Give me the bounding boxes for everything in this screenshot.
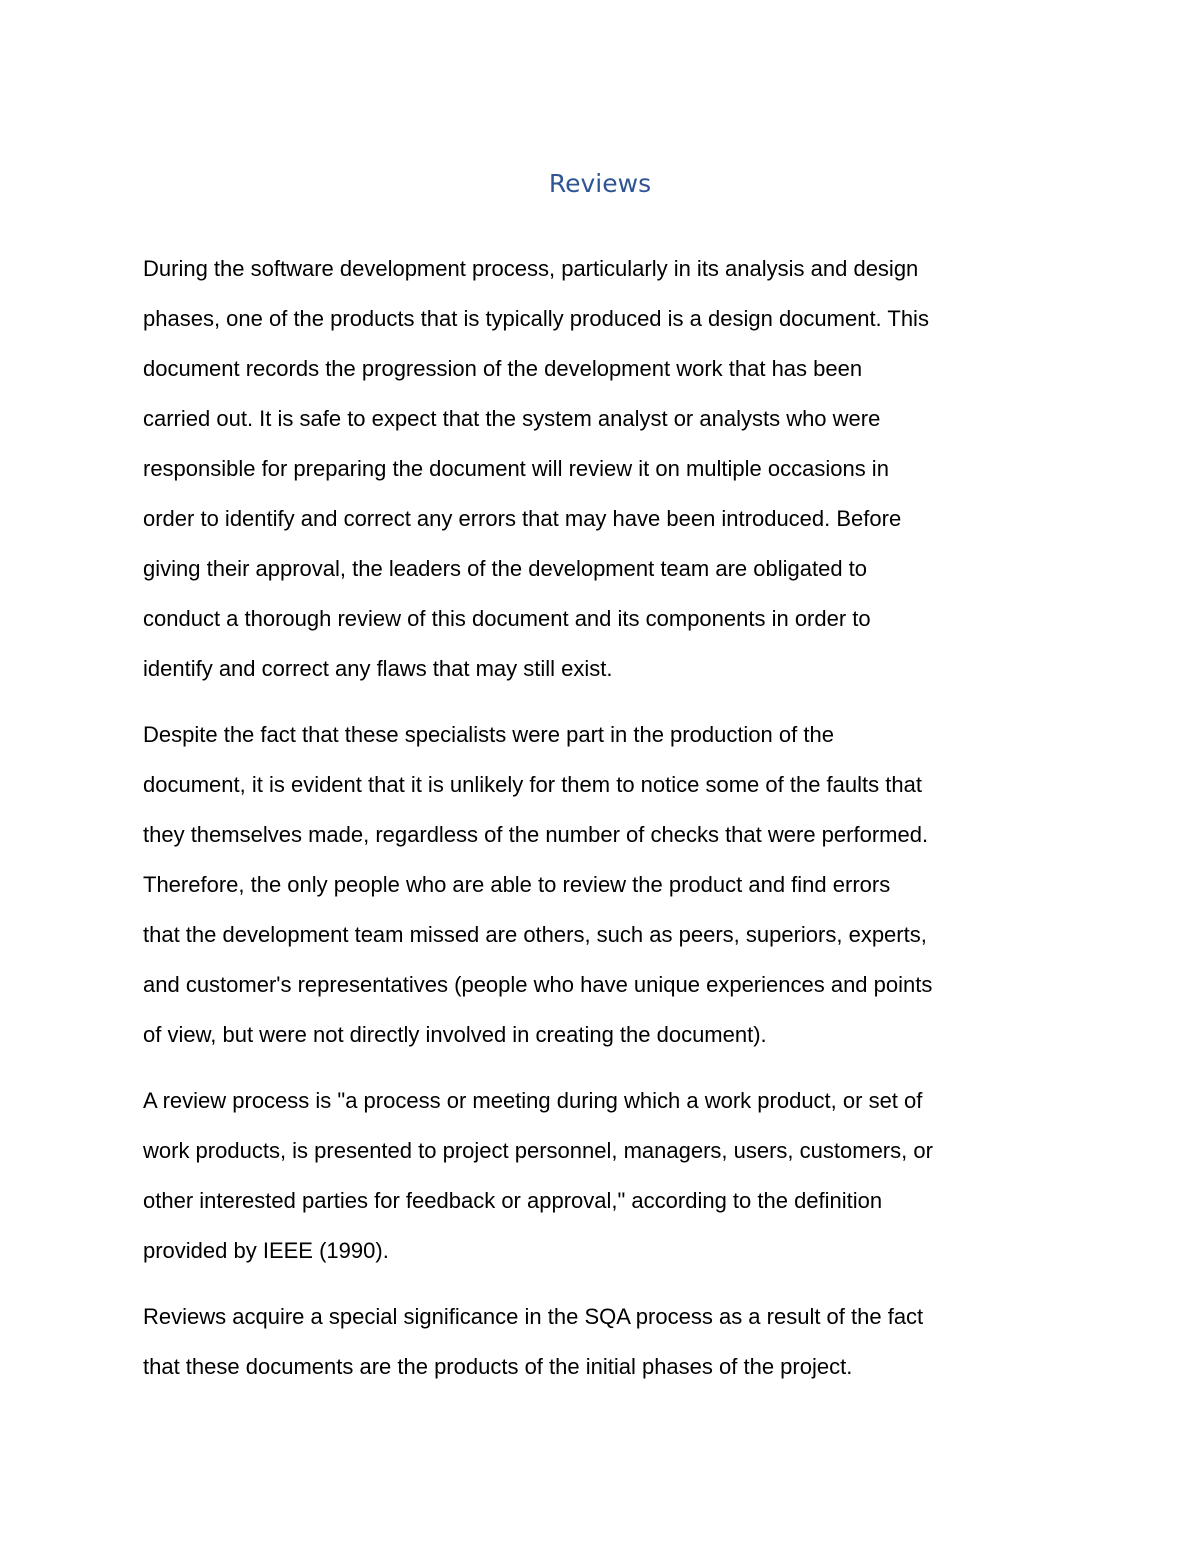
text-line: giving their approval, the leaders of the development team are obligated to — [143, 556, 868, 581]
text-line: responsible for preparing the document will review it on multiple occasions in — [143, 456, 889, 481]
text-line: provided by IEEE (1990). — [143, 1238, 389, 1263]
text-line: Reviews acquire a special significance in the SQA process as a result of the fact — [143, 1304, 924, 1329]
text-line: identify and correct any flaws that may still exist. — [143, 656, 613, 681]
paragraph-4 — [143, 1292, 1073, 1392]
text-line: phases, one of the products that is typically produced is a design document. This — [143, 306, 929, 331]
document-body — [143, 244, 1073, 1392]
text-line: carried out. It is safe to expect that the system analyst or analysts who were — [143, 406, 881, 431]
text-line: and customer's representatives (people who have unique experiences and points — [143, 972, 933, 997]
text-line: that these documents are the products of the initial phases of the project. — [143, 1354, 853, 1379]
text-line: document records the progression of the development work that has been — [143, 356, 863, 381]
paragraph-3 — [143, 1076, 1073, 1276]
text-line: other interested parties for feedback or approval," according to the definition — [143, 1188, 883, 1213]
paragraph-1 — [143, 244, 1073, 694]
text-line: order to identify and correct any errors that may have been introduced. Before — [143, 506, 902, 531]
text-line: Despite the fact that these specialists were part in the production of the — [143, 722, 834, 747]
text-line: Therefore, the only people who are able to review the product and find errors — [143, 872, 891, 897]
text-line: that the development team missed are others, such as peers, superiors, experts, — [143, 922, 927, 947]
text-line: conduct a thorough review of this document and its components in order to — [143, 606, 871, 631]
text-line: A review process is "a process or meeting during which a work product, or set of — [143, 1088, 923, 1113]
text-line: work products, is presented to project personnel, managers, users, customers, or — [143, 1138, 933, 1163]
text-line: document, it is evident that it is unlikely for them to notice some of the faults that — [143, 772, 922, 797]
text-line: they themselves made, regardless of the number of checks that were performed. — [143, 822, 929, 847]
paragraph-2 — [143, 710, 1073, 1060]
document-title: Reviews — [548, 169, 652, 198]
text-line: During the software development process, particularly in its analysis and design — [143, 256, 919, 281]
text-line: of view, but were not directly involved in creating the document). — [143, 1022, 767, 1047]
